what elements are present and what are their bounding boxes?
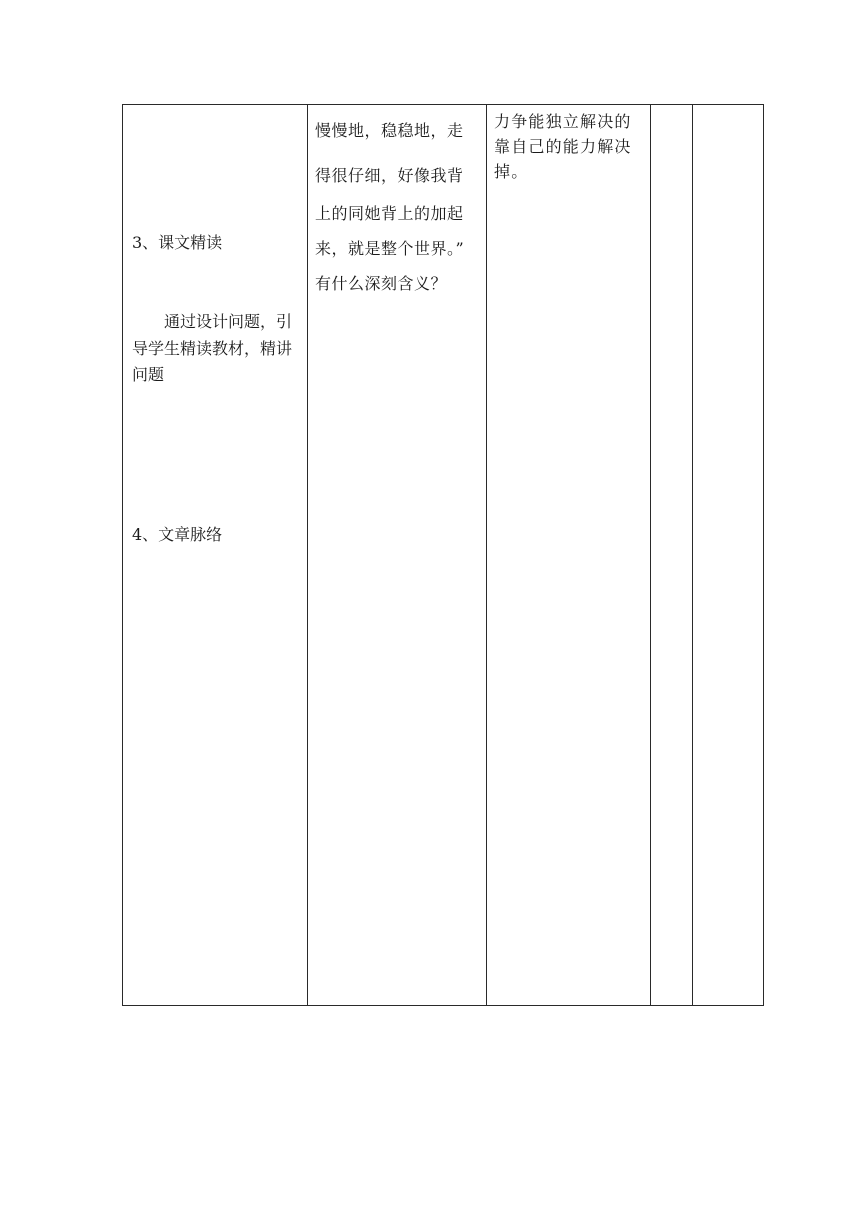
activity-line-2: 靠自己的能力解决	[494, 137, 632, 156]
column-divider-4	[692, 105, 693, 1005]
column-divider-1	[307, 105, 308, 1005]
activity-line-1: 力争能独立解决的	[494, 112, 632, 131]
column-divider-3	[650, 105, 651, 1005]
question-line-2: 得很仔细，好像我背	[315, 166, 464, 185]
column-divider-2	[486, 105, 487, 1005]
section-3-heading: 3、课文精读	[132, 233, 223, 252]
section-3-description-line-3: 问题	[132, 365, 165, 384]
question-line-5: 有什么深刻含义？	[315, 274, 448, 293]
section-3-description-line-2: 导学生精读教材，精讲	[132, 339, 293, 358]
question-line-4: 来，就是整个世界。”	[315, 239, 465, 258]
lesson-plan-table	[122, 104, 764, 1006]
question-line-1: 慢慢地，稳稳地，走	[315, 121, 464, 140]
section-4-heading: 4、文章脉络	[132, 525, 223, 544]
section-3-description-line-1: 通过设计问题，引	[164, 312, 293, 331]
activity-line-3: 掉。	[494, 162, 529, 181]
question-line-3: 上的同她背上的加起	[315, 204, 464, 223]
